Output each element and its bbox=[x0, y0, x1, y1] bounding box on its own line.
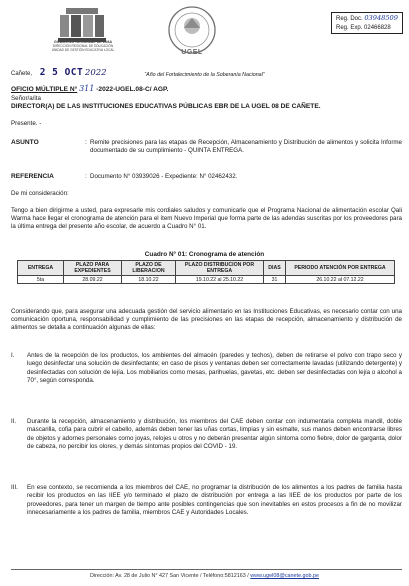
item-numeral: I. bbox=[11, 352, 15, 359]
footer-email-link[interactable]: www.ugel08@canete.gob.pe bbox=[250, 573, 319, 579]
table-header-cell: DIAS bbox=[264, 261, 286, 276]
presente: Presente. - bbox=[11, 120, 42, 127]
item-text: Antes de la recepción de los productos, los ambientes del almacén (paredes y techos), deben de retirarse el polvo con trapo seco y luego desinfectar una solución de desinfectante; en caso de pisos y ventanas deben ser correctamente lavadas (utilizando detergente) y desinfectadas con solución de lejía. Los mobiliarios como mesas, parihuelas, gavetas, etc. deben ser desinfectadas con lejía o alcohol a 70°, según corresponda. bbox=[27, 352, 402, 384]
year-motto: “Año del Fortalecimiento de la Soberanía Nacional” bbox=[144, 72, 265, 78]
reg-exp-value: 02466828 bbox=[364, 25, 391, 31]
oficio-suffix: -2022-UGEL.08-C/ AGP. bbox=[96, 86, 169, 93]
greeting: De mi consideración: bbox=[11, 190, 69, 197]
item-text: Durante la recepción, almacenamiento y distribución, los miembros del CAE deben contar con indumentaria completa mandil, doble mascarilla, cofia para cubrir el cabello, además deben tener las uñas cortas, limpias y sin esmalte, sus manos deben encontrarse libres de objetos y adornes personales como joyas, relojes u otros y no deberán presentar algún síntoma como fiebre, dolor de garganta, dolor de cabeza, no percibir los olores, y demás síntomas propios del COVID - 19. bbox=[27, 418, 402, 450]
considering-paragraph: Considerando que, para asegurar una adecuada gestión del servicio alimentario en las Instituciones Educativas, es necesario contar con una comunicación oportuna, responsabilidad y cumplimiento de las precisiones en las etapas de recepción, almacenamiento y distribución de alimentos se detalla a continuación algunas de ellas: bbox=[11, 308, 402, 332]
intro-paragraph: Tengo a bien dirigirme a usted, para expresarle mis cordiales saludos y comunicarle que el Programa Nacional de alimentación escolar Qali Warma hace llegar el cronograma de atención para el ítem Nuevo Imperial que forma parte de las adendas suscritas por los proveedores para la última entrega del presente año escolar, de acuerdo a Cuadro N° 01. bbox=[11, 207, 402, 231]
oficio-handwritten-number: 311 bbox=[79, 84, 95, 93]
asunto-text: Remite precisiones para las etapas de Recepción, Almacenamiento y Distribución de alimentos y solicita Informe documentado de su cumplimiento - QUINTA ENTREGA. bbox=[90, 139, 402, 155]
table-cell: 26.10.22 al 07.12.22 bbox=[286, 276, 395, 284]
recipient-title: DIRECTOR(A) DE LAS INSTITUCIONES EDUCATIVAS PÚBLICAS EBR DE LA UGEL 08 DE CAÑETE. bbox=[11, 103, 321, 110]
reg-exp-label: Reg. Exp. bbox=[336, 25, 363, 31]
table-header-row bbox=[18, 261, 395, 276]
asunto-colon: : bbox=[85, 139, 87, 146]
ugel-seal-label: UGEL bbox=[181, 49, 203, 56]
footer-address: Dirección: Av. 28 de Julio N° 427 San Vicente / Teléfono:5812163 / bbox=[89, 573, 249, 579]
table-cell: 18.10.22 bbox=[122, 276, 176, 284]
item-numeral: II. bbox=[11, 418, 17, 425]
gov-line-1: GOBIERNO REGIONAL DE LIMA bbox=[53, 40, 113, 44]
regional-government-logo-icon bbox=[56, 6, 108, 44]
list-item bbox=[11, 352, 402, 385]
oficio-number bbox=[11, 84, 168, 93]
date-line bbox=[11, 67, 107, 78]
schedule-table bbox=[17, 260, 395, 284]
table-header-cell: PLAZO PARA EXPEDIENTES bbox=[64, 261, 122, 276]
table-header-cell: PERIODO ATENCIÓN POR ENTREGA bbox=[286, 261, 395, 276]
list-item bbox=[11, 484, 402, 517]
date-city: Cañete, bbox=[11, 71, 33, 77]
registry-box bbox=[331, 12, 403, 34]
date-stamp: 2 5 OCT bbox=[39, 67, 84, 78]
table-cell: 5ta bbox=[18, 276, 64, 284]
reg-exp-line bbox=[336, 24, 402, 32]
footer-divider bbox=[11, 569, 402, 570]
date-year: 2022 bbox=[84, 68, 107, 78]
reg-doc-value: 03948509 bbox=[364, 14, 398, 22]
item-text: En ese contexto, se recomienda a los miembros del CAE, no programar la distribución de los alimentos a los padres de familia hasta recibir los productos en las IIEE y/o terminado el plazo de distribución por entrega a las IIEE de los productos por parte de los proveedores, para tener un margen de tiempo ante posibles contingencias que son inevitables en estos procesos a fin de no movilizar innecesariamente a los padres de familia, miembros CAE y Autoridades Locales. bbox=[27, 484, 402, 516]
gov-line-3: UNIDAD DE GESTIÓN EDUCATIVA LOCAL bbox=[51, 48, 115, 52]
reg-doc-line bbox=[336, 13, 402, 24]
referencia-colon: : bbox=[85, 173, 87, 180]
referencia-label: REFERENCIA bbox=[11, 173, 54, 180]
table-row bbox=[18, 276, 395, 284]
oficio-prefix: OFICIO MÚLTIPLE N° bbox=[11, 86, 78, 93]
footer bbox=[0, 573, 409, 579]
table-cell: 31 bbox=[264, 276, 286, 284]
item-numeral: III. bbox=[11, 484, 18, 491]
table-cell: 28.09.22 bbox=[64, 276, 122, 284]
table-header-cell: PLAZO DE LIBERACION bbox=[122, 261, 176, 276]
reg-doc-label: Reg. Doc. bbox=[336, 16, 363, 22]
table-title: Cuadro N° 01: Cronograma de atención bbox=[144, 251, 265, 258]
referencia-text: Documento N° 03939026 - Expediente: N° 02462432. bbox=[90, 173, 238, 180]
regional-government-text bbox=[40, 40, 126, 52]
gov-line-2: DIRECCIÓN REGIONAL DE EDUCACIÓN bbox=[52, 44, 114, 48]
table-cell: 19.10.22 al 25.10.22 bbox=[176, 276, 264, 284]
salutation: Señor/a/ita bbox=[11, 95, 41, 102]
table-header-cell: ENTREGA bbox=[18, 261, 64, 276]
list-item bbox=[11, 418, 402, 451]
asunto-label: ASUNTO bbox=[11, 139, 39, 146]
table-header-cell: PLAZO DISTRIBUCION POR ENTREGA bbox=[176, 261, 264, 276]
